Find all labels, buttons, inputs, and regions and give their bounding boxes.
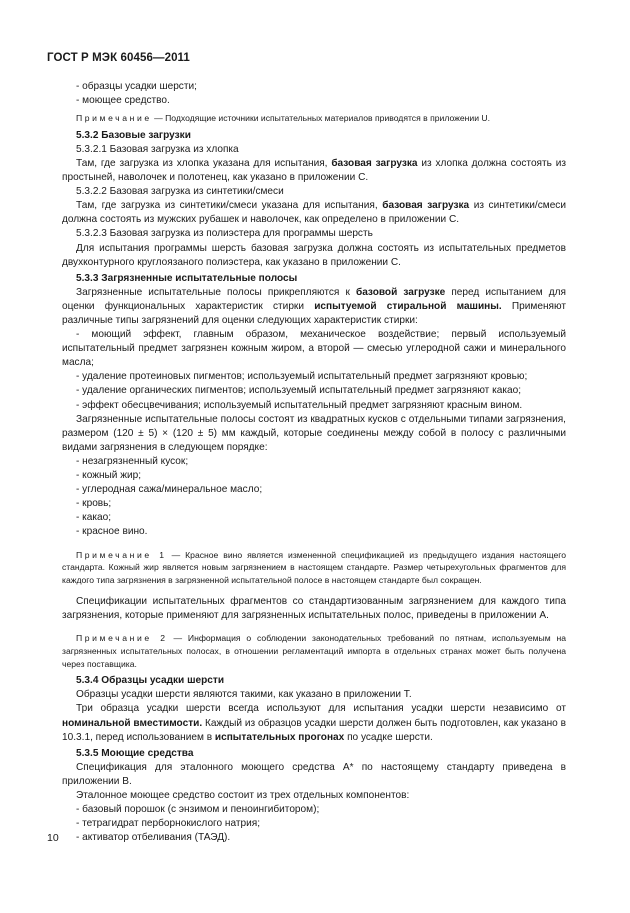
term-bold: базовой загрузке bbox=[355, 286, 446, 298]
list-item: - моющее средство. bbox=[76, 95, 170, 107]
text-run: Каждый из образцов усадки шерсти должен быть подготовлен, как указано в 10.3.1, перед использованием в bbox=[62, 717, 566, 743]
paragraph: Эталонное моющее средство состоит из трех отдельных компонентов: bbox=[76, 790, 410, 801]
term-bold: испытательных прогонах bbox=[214, 731, 345, 743]
term-bold: испытуемой стиральной машины. bbox=[314, 300, 502, 312]
list-item: - тетрагидрат перборнокислого натрия; bbox=[76, 818, 261, 830]
note-0 bbox=[62, 112, 566, 125]
note-label: Примечание bbox=[76, 113, 152, 124]
paragraph bbox=[62, 702, 566, 744]
note-text: — Подходящие источники испытательных материалов приводятся в приложении U. bbox=[151, 113, 490, 124]
list-item: - удаление протеиновых пигментов; используемый испытательный предмет загрязняют кровью; bbox=[76, 371, 528, 383]
list-item: - активатор отбеливания (ТАЭД). bbox=[76, 832, 231, 844]
list-item: - моющий эффект, главным образом, механическое воздействие; первый используемый испытательный предмет загрязнен кожным жиром, а второй — смесью углеродной сажи и минерального масла; bbox=[62, 329, 566, 369]
text-run: Загрязненные испытательные полосы прикрепляются к bbox=[76, 286, 356, 298]
section-heading-5-3-3: 5.3.3 Загрязненные испытательные полосы bbox=[76, 272, 298, 284]
paragraph: Спецификация для эталонного моющего средства А* по настоящему стандарту приведена в приложении В. bbox=[62, 761, 566, 787]
page-number: 10 bbox=[47, 832, 59, 844]
list-item: - углеродная сажа/минеральное масло; bbox=[76, 484, 263, 496]
term-bold: базовая загрузка bbox=[382, 200, 470, 212]
list-item: - эффект обесцвечивания; используемый испытательный предмет загрязняют красным вином. bbox=[76, 399, 523, 411]
list-item: - базовый порошок (с энзимом и пеноингибитором); bbox=[76, 804, 320, 816]
note-text: — Красное вино является измененной спецификацией из предыдущего издания настоящего стандарта. Кожный жир является новым загрязнением в настоящем стандарте. Размер четырехугольных фрагментов для каждого типа загрязнения в загрязненной испытательной полосе в настоящем стандарте был сокращен. bbox=[62, 549, 566, 585]
section-heading-5-3-2: 5.3.2 Базовые загрузки bbox=[76, 129, 191, 141]
paragraph: Образцы усадки шерсти являются такими, как указано в приложении Т. bbox=[76, 689, 412, 701]
note-1 bbox=[62, 549, 566, 587]
paragraph bbox=[62, 157, 566, 185]
paragraph: Спецификации испытательных фрагментов со стандартизованным загрязнением для каждого типа загрязнения, которые применяют для загрязненных испытательных полос, приведены в приложении А. bbox=[62, 596, 566, 622]
text-run: Там, где загрузка из хлопка указана для испытания, bbox=[76, 157, 332, 169]
standard-header: ГОСТ Р МЭК 60456—2011 bbox=[47, 52, 190, 64]
note-label: Примечание 1 bbox=[76, 549, 167, 560]
text-run: по усадке шерсти. bbox=[344, 731, 433, 743]
text-run: перед испытанием для оценки функциональных характеристик стирки bbox=[62, 286, 566, 312]
list-item: - какао; bbox=[76, 512, 112, 524]
list-item: - удаление органических пигментов; используемый испытательный предмет загрязняют какао; bbox=[76, 385, 522, 397]
note-text: — Информация о соблюдении законодательных требований по пятнам, используемым на загрязненных испытательных полосах, в отношении регламентаций импорта в отдельных странах может быть получена через поставщика. bbox=[62, 633, 567, 669]
list-item: - красное вино. bbox=[76, 526, 148, 538]
paragraph bbox=[62, 199, 566, 227]
page-body bbox=[62, 80, 566, 845]
note-label: Примечание 2 bbox=[76, 633, 168, 644]
text-run: Три образца усадки шерсти всегда используют для испытания усадки шерсти независимо от bbox=[76, 703, 566, 715]
subsection-5-3-2-1: 5.3.2.1 Базовая загрузка из хлопка bbox=[76, 143, 239, 155]
paragraph: Для испытания программы шерсть базовая загрузка должна состоять из испытательных предметов двухконтурного круглоязаного полиэстера, как указано в приложении С. bbox=[62, 242, 566, 268]
paragraph bbox=[62, 286, 566, 328]
text-run: из синтетики/смеси должна состоять из мужских рубашек и наволочек, как определено в приложении С. bbox=[62, 200, 566, 226]
paragraph: Загрязненные испытательные полосы состоят из квадратных кусков с отдельными типами загрязнения, размером (120 ± 5) × (120 ± 5) мм каждый, которые соединены между собой в полосу с различными видами загрязнения в следующем порядке: bbox=[62, 413, 566, 453]
list-item: - кровь; bbox=[76, 498, 112, 510]
text-run: Применяют различные типы загрязнений для оценки следующих характеристик стирки: bbox=[62, 300, 566, 326]
term-bold: номинальной вместимости. bbox=[62, 717, 203, 729]
subsection-5-3-2-3: 5.3.2.3 Базовая загрузка из полиэстера для программы шерсть bbox=[76, 228, 373, 240]
list-item: - кожный жир; bbox=[76, 470, 142, 482]
list-item: - образцы усадки шерсти; bbox=[76, 81, 197, 92]
term-bold: базовая загрузка bbox=[331, 157, 418, 169]
note-2 bbox=[62, 632, 566, 670]
list-item: - незагрязненный кусок; bbox=[76, 455, 189, 467]
text-run: Там, где загрузка из синтетики/смеси указана для испытания, bbox=[76, 200, 383, 212]
text-run: из хлопка должна состоять из простыней, наволочек и полотенец, как указано в приложении С. bbox=[62, 157, 566, 184]
subsection-5-3-2-2: 5.3.2.2 Базовая загрузка из синтетики/смеси bbox=[76, 186, 284, 198]
section-heading-5-3-4: 5.3.4 Образцы усадки шерсти bbox=[76, 675, 225, 687]
section-heading-5-3-5: 5.3.5 Моющие средства bbox=[76, 747, 194, 759]
